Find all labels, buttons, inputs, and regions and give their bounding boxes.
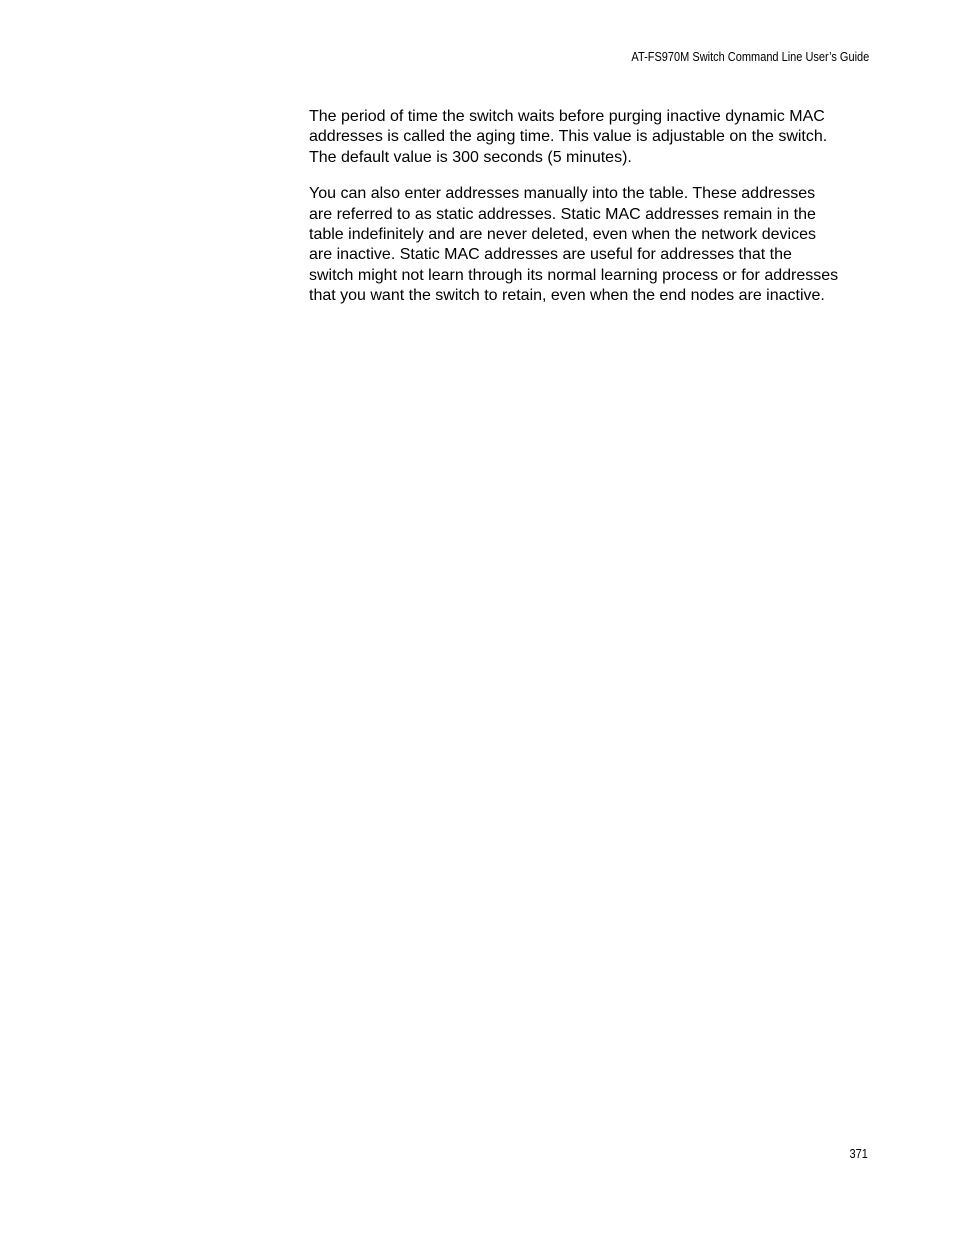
paragraph-aging-time bbox=[309, 107, 881, 168]
text-line: that you want the switch to retain, even when the end nodes are inactive. bbox=[309, 287, 825, 305]
text-line: You can also enter addresses manually into the table. These addresses bbox=[309, 185, 816, 203]
text-line: The period of time the switch waits before purging inactive dynamic MAC bbox=[309, 108, 825, 125]
text-line: The default value is 300 seconds (5 minutes). bbox=[309, 148, 632, 166]
paragraph-static-addresses bbox=[309, 184, 881, 306]
text-line: are inactive. Static MAC addresses are useful for addresses that the bbox=[309, 246, 792, 264]
body-text bbox=[309, 107, 881, 323]
running-header: AT-FS970M Switch Command Line User’s Guide bbox=[631, 50, 869, 64]
text-line: switch might not learn through its normal learning process or for addresses bbox=[309, 266, 839, 284]
text-line: are referred to as static addresses. Static MAC addresses remain in the bbox=[309, 205, 816, 223]
text-line: addresses is called the aging time. This value is adjustable on the switch. bbox=[309, 128, 828, 146]
text-line: table indefinitely and are never deleted, even when the network devices bbox=[309, 226, 816, 244]
page-number: 371 bbox=[849, 1147, 868, 1161]
